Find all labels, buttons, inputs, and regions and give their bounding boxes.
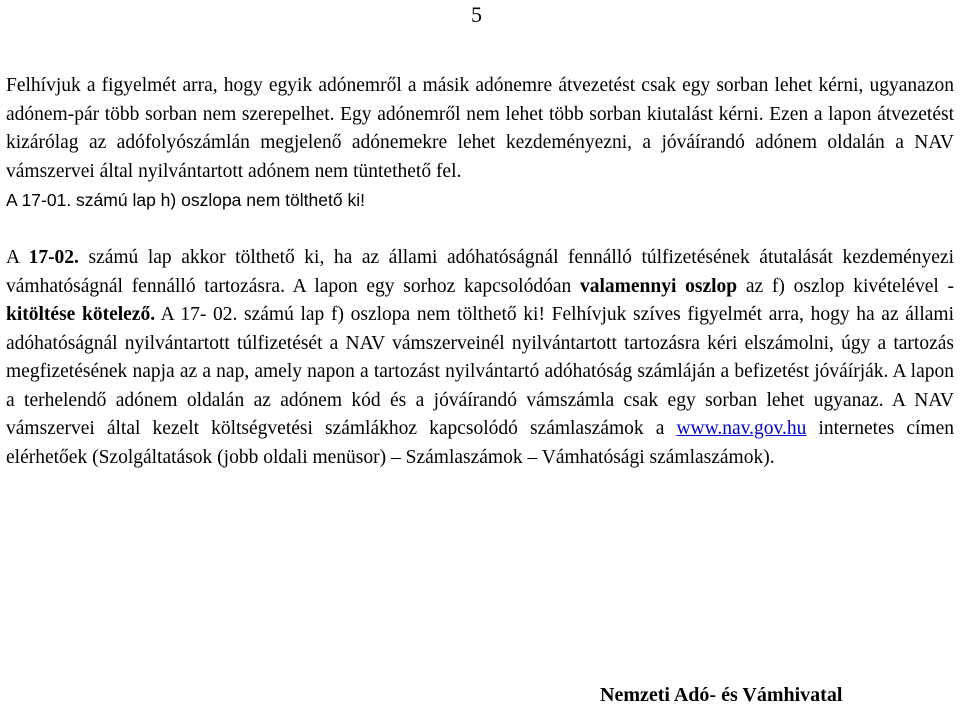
paragraph-transfer-rules [6, 72, 954, 186]
paragraph2-text-1: számú lap akkor tölthető ki, ha az állami adóhatóságnál fennálló túlfizetésének átutalását kezdeményezi vámhatóságnál fennálló tartozásra. A lapon egy sorhoz kapcsolódóan [6, 247, 954, 297]
nav-website-link[interactable]: www.nav.gov.hu [676, 418, 807, 439]
paragraph2-text-4: internetes címen elérhetőek (Szolgáltatások (jobb oldali menüsor) – Számlaszámok – Vámhatósági számlaszámok). [6, 418, 954, 468]
mandatory-bold: kitöltése kötelező. [6, 304, 156, 325]
paragraph1-text-b: Ezen a lapon átvezetést kizárólag az adófolyószámlán megjelenő adónemekre lehet kezdeményezni, a jóváírandó adónem oldalán a NAV vámszervei által nyilvántartott adónem nem tüntethető fel. [6, 103, 954, 182]
paragraph1-text-a: Felhívjuk a figyelmét arra, hogy egyik adónemről a másik adónemre átvezetést csak egy sorban lehet kérni, ugyanazon adónem-pár több sorban nem szerepelhet. Egy adónemről nem lehet több sorban kiutalást kérni. [6, 75, 954, 125]
paragraph2-text-2: az f) oszlop kivételével - [737, 275, 955, 297]
page-number: 5 [471, 2, 482, 27]
document-body [6, 72, 954, 472]
form-ref-17-02: 17-02. [28, 247, 79, 268]
paragraph-form-17-02 [6, 244, 954, 472]
paragraph-gap [6, 216, 954, 245]
footer-organization: Nemzeti Adó- és Vámhivatal [600, 684, 843, 706]
paragraph1-text-c: A 17-01. számú lap h) oszlopa nem tölthető ki! [6, 190, 365, 210]
paragraph2-prefix: A [6, 247, 29, 268]
paragraph2-text-3: A 17- 02. számú lap f) oszlopa nem tölthető ki! Felhívjuk szíves figyelmét arra, hogy ha az állami adóhatóságnál nyilvántartott túlfizetését a NAV vámszerveinél nyilvántartott tartozásra kéri elszámolni, úgy a tartozás megfizetésének napja az a nap, amely napon a tartozást nyilvántartó adóhatóság számláján a befizetést jóváírják. A lapon a terhelendő adónem oldalán az adónem kód és a jóváírandó vámszámla csak egy sorban lehet ugyanaz. A NAV vámszervei által kezelt költségvetési számlákhoz kapcsolódó számlaszámok a [6, 304, 954, 439]
all-columns-bold: valamennyi oszlop [579, 275, 738, 297]
paragraph-form-17-01-note [6, 186, 954, 216]
